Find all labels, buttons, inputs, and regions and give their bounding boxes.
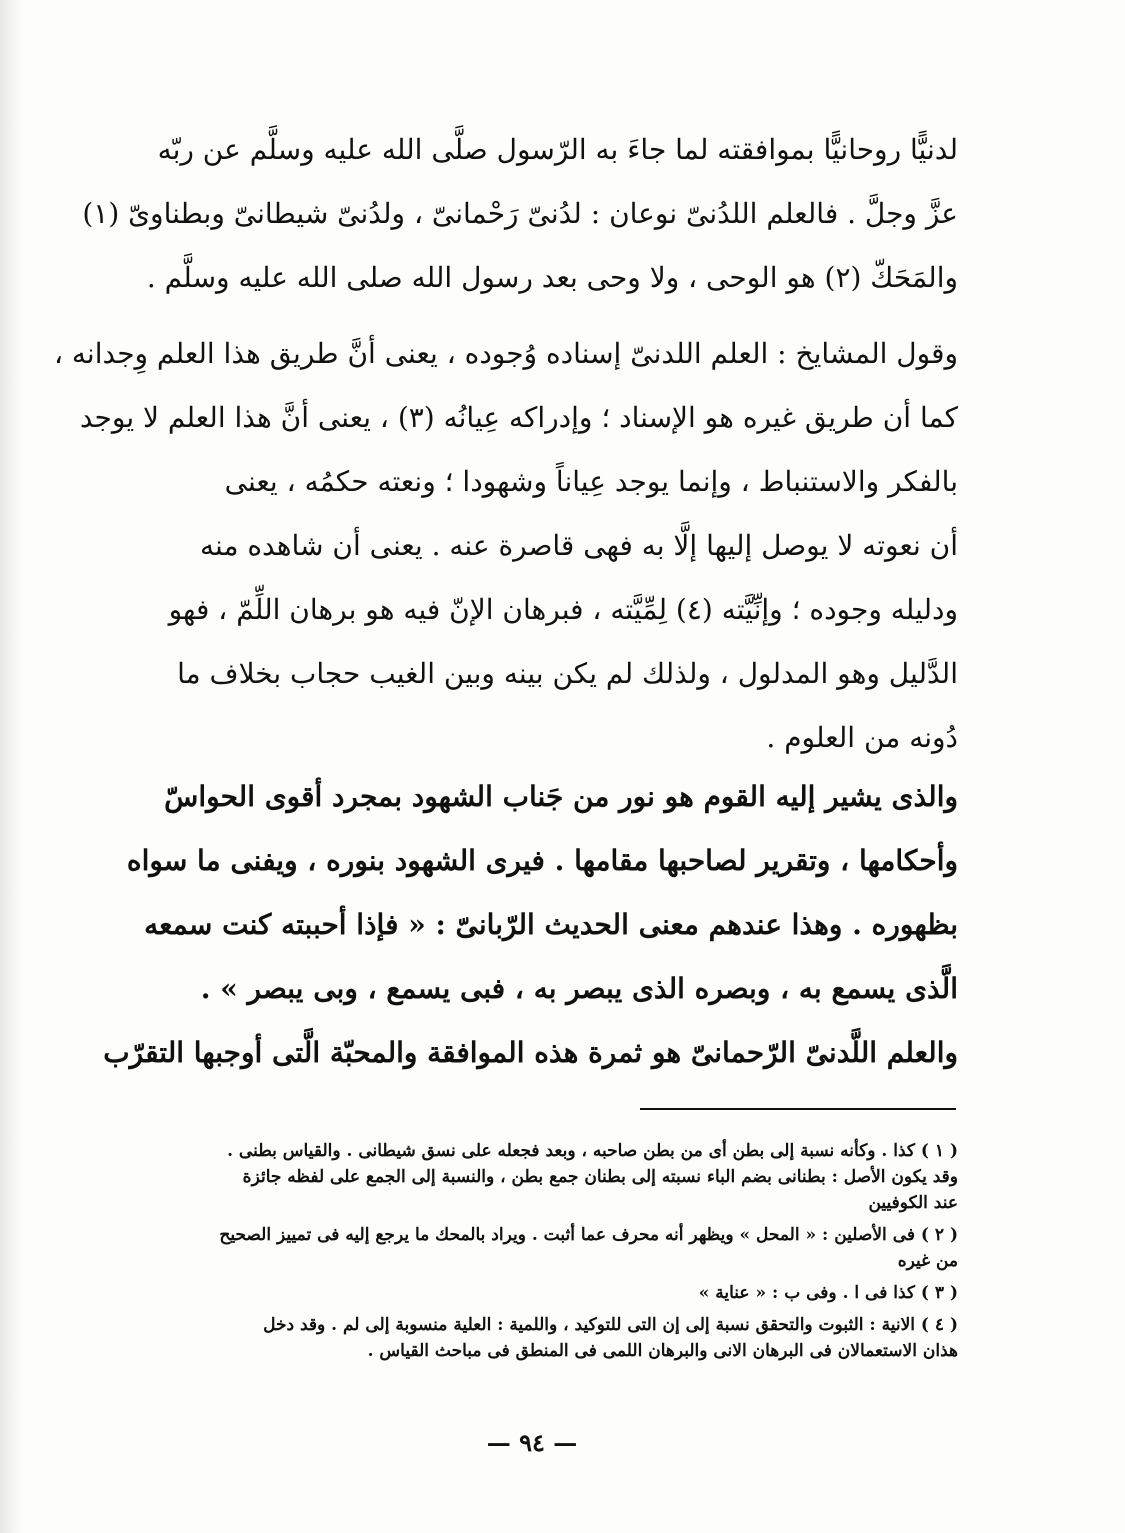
footnote-3 [96,1280,958,1306]
body-line: بظهوره . وهذا عندهم معنى الحديث الرّبانىّ : « فإذا أحببته كنت سمعه [144,908,958,941]
footnote-line: ( ٣ ) كذا فى ا . وفى ب : « عناية » [698,1283,958,1303]
body-line: الَّذى يسمع به ، وبصره الذى يبصر به ، فبى يسمع ، وبى يبصر » . [200,972,958,1005]
body-line: وأحكامها ، وتقرير لصاحبها مقامها . فيرى الشهود بنوره ، ويفنى ما سواه [126,844,958,877]
body-line: كما أن طريق غيره هو الإسناد ؛ وإدراكه عِيانُه (٣) ، يعنى أنَّ هذا العلم لا يوجد [79,401,958,434]
body-line: لدنيًّا روحانيًّا بموافقته لما جاءَ به الرّسول صلَّى الله عليه وسلَّم عن ربّه [157,133,958,166]
body-line: عزَّ وجلَّ . فالعلم اللدُنىّ نوعان : لدُنىّ رَحْمانىّ ، ولدُنىّ شيطانىّ وبطناوىّ (١) [82,197,958,230]
footnote-separator [640,1108,956,1110]
body-paragraph-2 [53,322,958,770]
body-line: والذى يشير إليه القوم هو نور من جَناب الشهود بمجرد أقوى الحواسّ [164,780,958,813]
footnote-line: هذان الاستعمالان فى البرهان الانى والبرهان اللمى فى المنطق فى مباحث القياس . [367,1341,958,1361]
body-line: بالفكر والاستنباط ، وإنما يوجد عِياناً وشهودا ؛ ونعته حكمُه ، يعنى [224,465,958,498]
body-paragraph-3 [100,765,958,1085]
footnote-line: عند الكوفيين [868,1193,958,1213]
body-line: أن نعوته لا يوصل إليها إلَّا به فهى قاصرة عنه . يعنى أن شاهده منه [200,529,958,562]
body-line: والمَحَكّ (٢) هو الوحى ، ولا وحى بعد رسول الله صلى الله عليه وسلَّم . [146,261,958,294]
footnote-line: من غيره [897,1251,958,1271]
body-line: وقول المشايخ : العلم اللدنىّ إسناده وُجوده ، يعنى أنَّ طريق هذا العلم وِجدانه ، [53,337,958,370]
footnote-4 [96,1312,958,1364]
footnote-line: ( ٢ ) فى الأصلين : « المحل » ويظهر أنه محرف عما أثبت . ويراد بالمحك ما يرجع إليه فى تمييز الصحيح [219,1225,958,1245]
body-line: ودليله وجوده ؛ وإنِّيَّته (٤) لِمِّيَّته ، فبرهان الإنّ فيه هو برهان اللِّمّ ، فهو [168,593,958,626]
footnote-line: ( ٤ ) الانية : الثبوت والتحقق نسبة إلى إن التى للتوكيد ، واللمية : العلية منسوبة إلى لم . وقد دخل [263,1315,958,1335]
page-number: — ٩٤ — [486,1428,578,1457]
footnote-2 [96,1222,958,1274]
footnote-1 [96,1138,958,1216]
footnote-line: وقد يكون الأصل : بطنانى بضم الباء نسبته إلى بطنان جمع بطن ، والنسبة إلى الجمع على لفظه جائزة [242,1167,958,1187]
footnote-line: ( ١ ) كذا . وكأنه نسبة إلى بطن أى من بطن صاحبه ، وبعد فجعله على نسق شيطانى . والقياس بطنى . [227,1141,958,1161]
body-paragraph-1 [82,118,958,310]
body-line: الدَّليل وهو المدلول ، ولذلك لم يكن بينه وبين الغيب حجاب بخلاف ما [177,657,958,690]
scan-shadow-edge [0,0,22,1533]
body-line: والعلم اللَّدنىّ الرّحمانىّ هو ثمرة هذه الموافقة والمحبّة الَّتى أوجبها التقرّب [103,1036,958,1069]
footnotes-section [96,1138,958,1370]
body-line: دُونه من العلوم . [766,721,958,754]
